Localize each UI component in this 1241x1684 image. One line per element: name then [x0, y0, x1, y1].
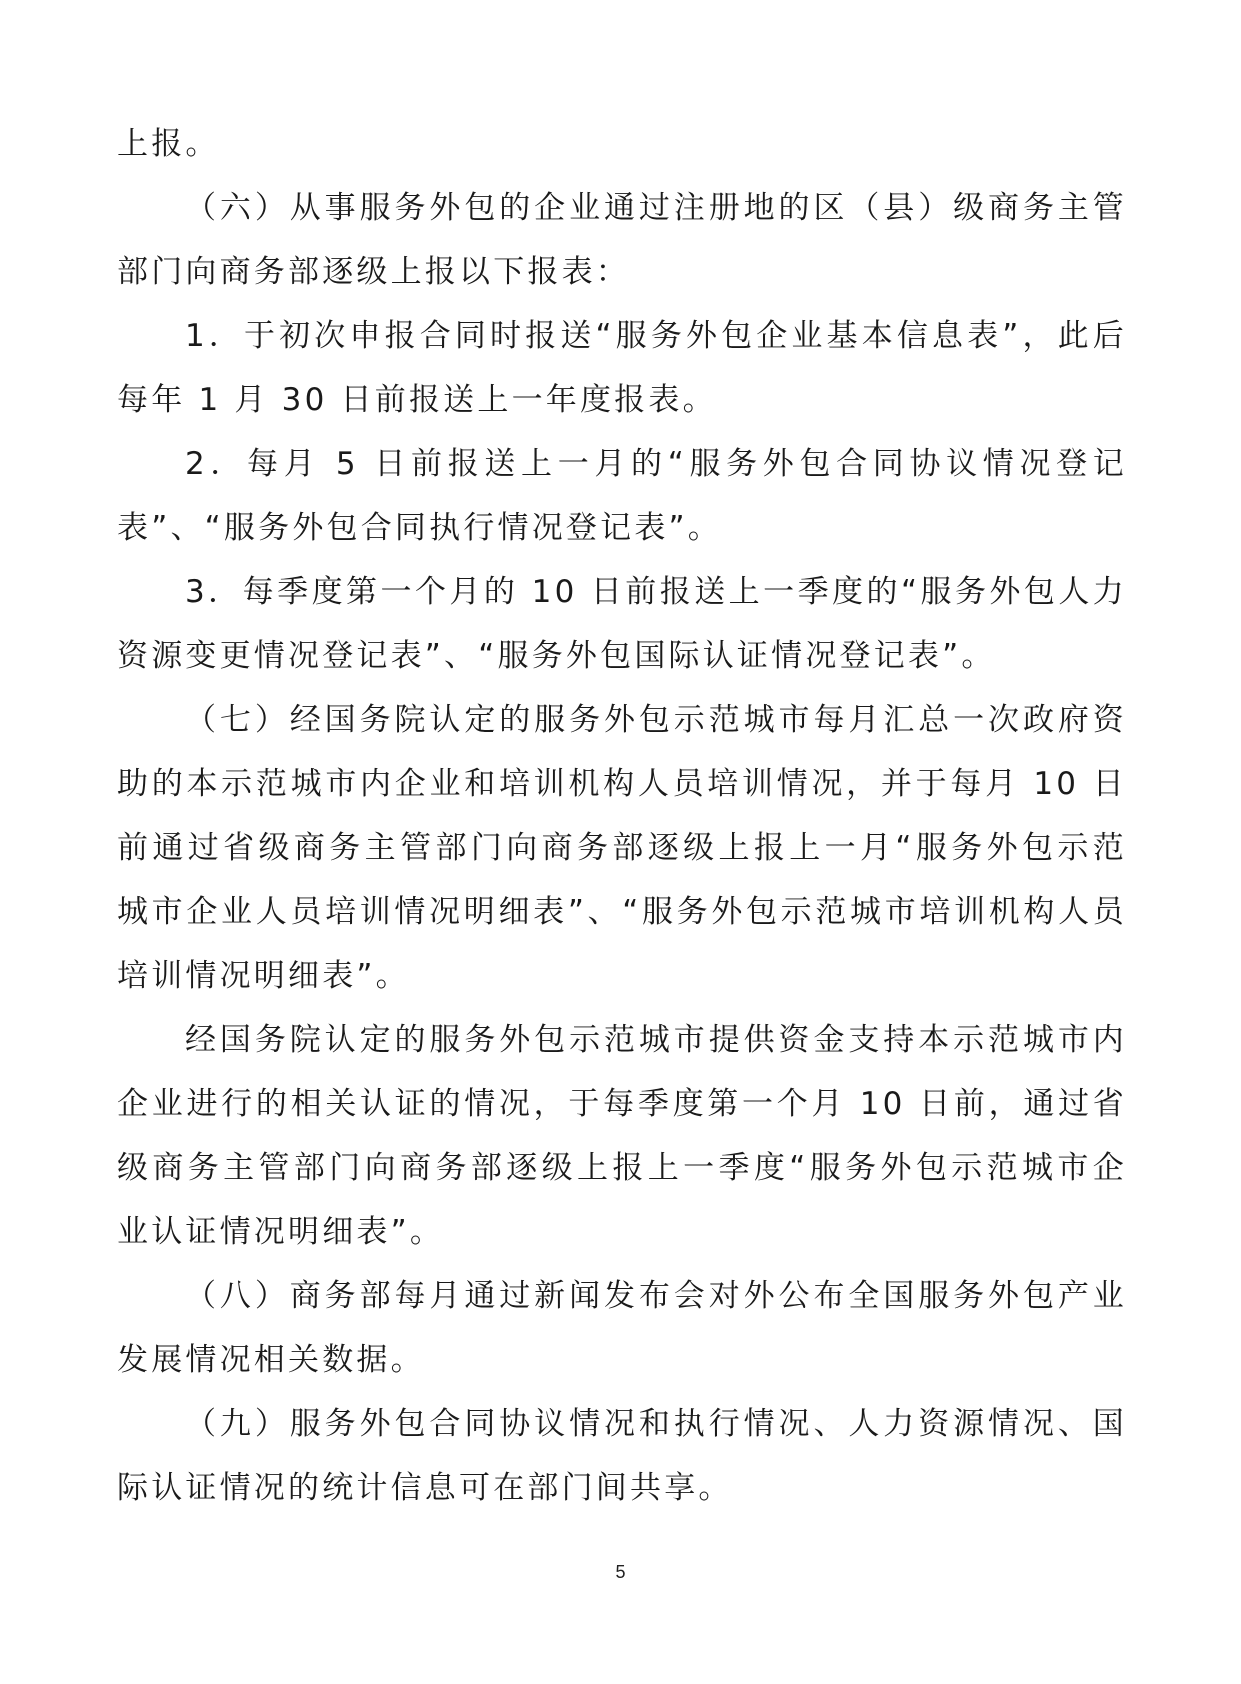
- paragraph-subitem-3: 3．每季度第一个月的 10 日前报送上一季度的“服务外包人力资源变更情况登记表”、“服务外包国际认证情况登记表”。: [117, 574, 1127, 674]
- paragraph-subitem-1: 1．于初次申报合同时报送“服务外包企业基本信息表”，此后每年 1 月 30 日前报送上一年度报表。: [117, 318, 1127, 418]
- paragraph-item-7-supplement: 经国务院认定的服务外包示范城市提供资金支持本示范城市内企业进行的相关认证的情况，于每季度第一个月 10 日前，通过省级商务主管部门向商务部逐级上报上一季度“服务外包示范城市企业认证情况明细表”。: [117, 1022, 1127, 1250]
- document-body: [117, 112, 1127, 1520]
- page-number: 5: [615, 1562, 626, 1582]
- paragraph-subitem-2: 2．每月 5 日前报送上一月的“服务外包合同协议情况登记表”、“服务外包合同执行情况登记表”。: [117, 446, 1127, 546]
- paragraph-item-7: （七）经国务院认定的服务外包示范城市每月汇总一次政府资助的本示范城市内企业和培训机构人员培训情况，并于每月 10 日前通过省级商务主管部门向商务部逐级上报上一月“服务外包示范城市企业人员培训情况明细表”、“服务外包示范城市培训机构人员培训情况明细表”。: [117, 702, 1127, 994]
- paragraph-continuation: 上报。: [117, 126, 220, 162]
- paragraph-item-6: （六）从事服务外包的企业通过注册地的区（县）级商务主管部门向商务部逐级上报以下报表：: [117, 190, 1127, 290]
- paragraph-item-9: （九）服务外包合同协议情况和执行情况、人力资源情况、国际认证情况的统计信息可在部门间共享。: [117, 1406, 1127, 1506]
- paragraph-item-8: （八）商务部每月通过新闻发布会对外公布全国服务外包产业发展情况相关数据。: [117, 1278, 1127, 1378]
